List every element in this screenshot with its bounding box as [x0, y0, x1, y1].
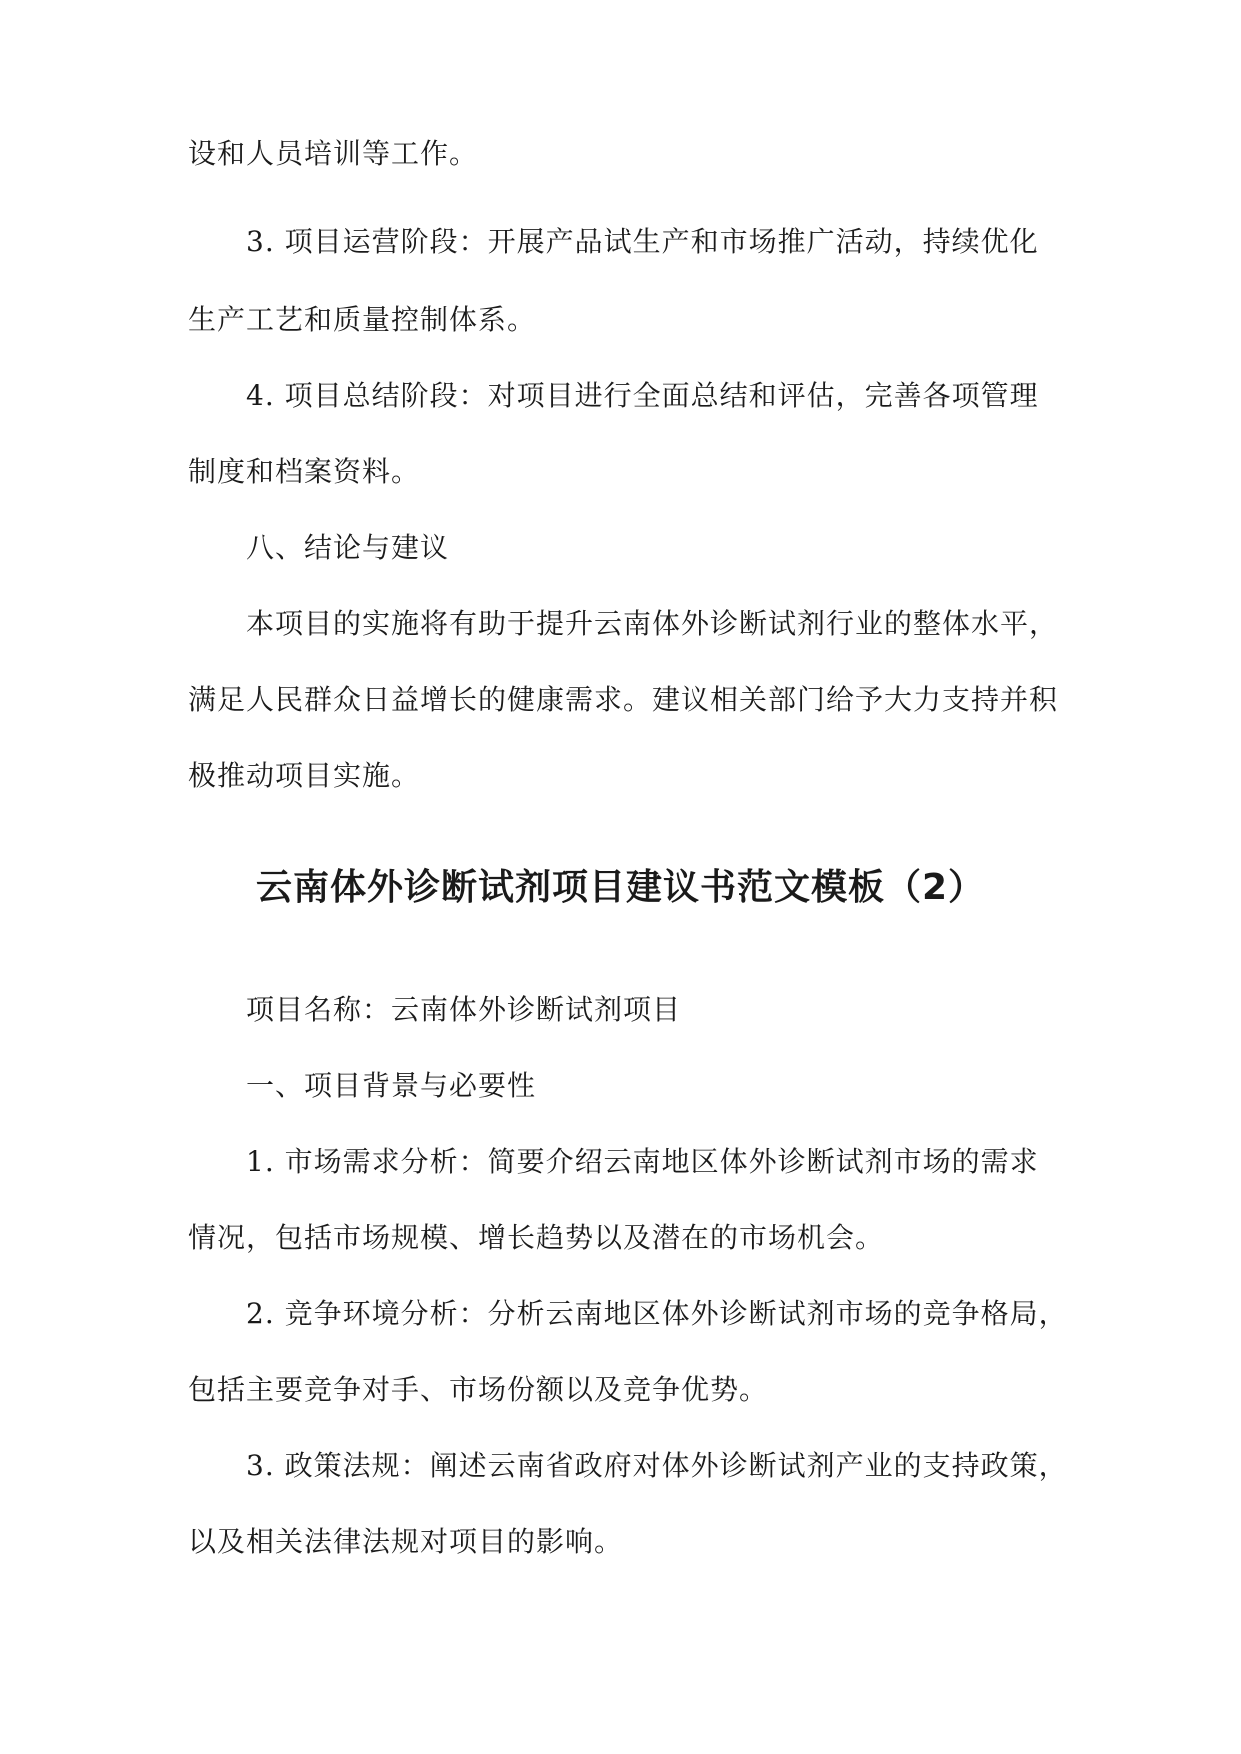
paragraph-line: 设和人员培训等工作。 — [188, 137, 479, 170]
paragraph-line: 3. 政策法规：阐述云南省政府对体外诊断试剂产业的支持政策， — [246, 1449, 1068, 1482]
section-heading: 八、结论与建议 — [246, 531, 450, 564]
paragraph-line: 4. 项目总结阶段：对项目进行全面总结和评估，完善各项管理 — [246, 379, 1039, 412]
paragraph-line: 情况，包括市场规模、增长趋势以及潜在的市场机会。 — [188, 1221, 885, 1254]
paragraph-line: 以及相关法律法规对项目的影响。 — [188, 1525, 624, 1558]
paragraph-line: 生产工艺和质量控制体系。 — [188, 303, 537, 336]
document-title: 云南体外诊断试剂项目建议书范文模板（2） — [255, 867, 986, 908]
paragraph-line: 包括主要竞争对手、市场份额以及竞争优势。 — [188, 1373, 769, 1406]
paragraph-line: 满足人民群众日益增长的健康需求。建议相关部门给予大力支持并积 — [188, 683, 1059, 716]
paragraph-line: 项目名称：云南体外诊断试剂项目 — [246, 993, 682, 1026]
section-heading: 一、项目背景与必要性 — [246, 1069, 537, 1102]
paragraph-line: 2. 竞争环境分析：分析云南地区体外诊断试剂市场的竞争格局， — [246, 1297, 1068, 1330]
paragraph-line: 制度和档案资料。 — [188, 455, 421, 488]
paragraph-line: 3. 项目运营阶段：开展产品试生产和市场推广活动，持续优化 — [246, 225, 1039, 258]
paragraph-line: 本项目的实施将有助于提升云南体外诊断试剂行业的整体水平， — [246, 607, 1059, 640]
paragraph-line: 1. 市场需求分析：简要介绍云南地区体外诊断试剂市场的需求 — [246, 1145, 1039, 1178]
paragraph-line: 极推动项目实施。 — [188, 759, 421, 792]
